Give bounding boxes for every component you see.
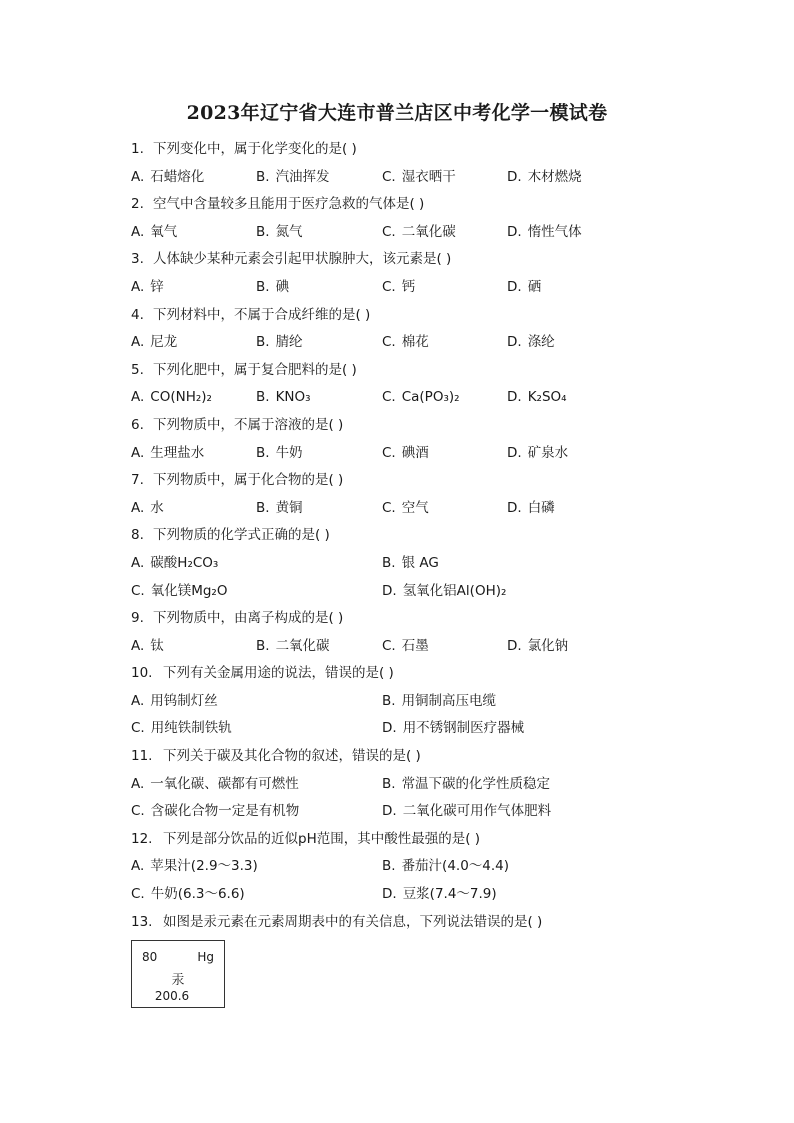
option-label: C. xyxy=(382,168,396,185)
option-text: 空气 xyxy=(401,499,429,516)
option-text: 二氧化碳可用作气体肥料 xyxy=(402,803,552,820)
option-label: C. xyxy=(382,389,396,406)
option-label: B. xyxy=(256,637,270,654)
option-label: C. xyxy=(131,720,145,737)
question-number: 4. xyxy=(131,306,144,323)
answer-option xyxy=(256,440,303,468)
option-text: 尼龙 xyxy=(150,334,178,351)
option-label: B. xyxy=(256,499,270,516)
option-label: C. xyxy=(382,499,396,516)
option-label: B. xyxy=(256,334,270,351)
question-text: 下列变化中，属于化学变化的是( ) xyxy=(153,141,357,157)
options-row xyxy=(131,384,731,412)
answer-option xyxy=(382,633,429,661)
question-stem xyxy=(131,605,731,633)
option-text: 生理盐水 xyxy=(150,444,205,461)
answer-option xyxy=(382,798,551,826)
option-text: 氧化镁Mg₂O xyxy=(150,582,228,599)
question-number: 3. xyxy=(131,251,144,268)
answer-option xyxy=(131,219,177,247)
answer-option xyxy=(507,329,555,357)
option-label: B. xyxy=(256,444,270,461)
question-number: 9. xyxy=(131,610,144,627)
answer-option xyxy=(131,550,218,578)
answer-option xyxy=(507,219,582,247)
option-label: A. xyxy=(131,278,145,295)
option-label: D. xyxy=(507,168,522,185)
option-label: B. xyxy=(256,278,270,295)
question-number: 6. xyxy=(131,416,144,433)
element-name: 汞 xyxy=(171,973,185,988)
option-text: KNO₃ xyxy=(275,389,311,406)
question-text: 下列物质的化学式正确的是( ) xyxy=(153,527,330,544)
option-label: C. xyxy=(131,886,145,903)
option-text: 豆浆(7.4～7.9) xyxy=(402,886,497,903)
option-text: 牛奶(6.3～6.6) xyxy=(150,886,245,903)
option-text: 水 xyxy=(150,499,164,516)
question-number: 8. xyxy=(131,527,144,544)
options-row xyxy=(131,550,731,578)
element-card-mercury xyxy=(131,940,225,1008)
option-text: 碘酒 xyxy=(401,444,429,461)
question-number: 12. xyxy=(131,830,153,847)
option-text: 湿衣晒干 xyxy=(401,168,456,185)
option-text: 腈纶 xyxy=(275,334,303,351)
answer-option xyxy=(131,578,227,606)
answer-option xyxy=(382,550,439,578)
answer-option xyxy=(382,274,415,302)
question-text: 下列物质中，不属于溶液的是( ) xyxy=(153,416,344,433)
answer-option xyxy=(507,384,567,412)
option-text: 涤纶 xyxy=(527,334,555,351)
answer-option xyxy=(256,219,303,247)
question-stem xyxy=(131,191,731,219)
options-row xyxy=(131,771,731,799)
question-text: 空气中含量较多且能用于医疗急救的气体是( ) xyxy=(153,196,425,213)
option-label: B. xyxy=(382,692,396,709)
answer-option xyxy=(131,384,212,412)
option-text: 含碳化合物一定是有机物 xyxy=(150,803,300,820)
question-text: 下列物质中，由离子构成的是( ) xyxy=(153,610,344,627)
option-label: C. xyxy=(382,223,396,240)
answer-option xyxy=(131,329,177,357)
question-number: 5. xyxy=(131,361,144,378)
answer-option xyxy=(507,633,568,661)
option-text: 二氧化碳 xyxy=(401,223,456,240)
option-text: 碳酸H₂CO₃ xyxy=(150,554,219,571)
option-label: D. xyxy=(507,389,522,406)
option-text: 钛 xyxy=(150,637,164,654)
options-row xyxy=(131,219,731,247)
option-text: 番茄汁(4.0～4.4) xyxy=(401,858,510,875)
option-text: 二氧化碳 xyxy=(275,637,330,654)
option-text: 用不锈钢制医疗器械 xyxy=(402,720,525,737)
option-text: 石墨 xyxy=(401,637,429,654)
options-row xyxy=(131,274,731,302)
question-text: 下列化肥中，属于复合肥料的是( ) xyxy=(153,361,357,378)
option-label: D. xyxy=(382,886,397,903)
option-label: A. xyxy=(131,389,145,406)
answer-option xyxy=(256,329,303,357)
option-text: K₂SO₄ xyxy=(527,389,567,406)
answer-option xyxy=(382,219,456,247)
option-label: B. xyxy=(256,168,270,185)
answer-option xyxy=(382,329,429,357)
answer-option xyxy=(382,715,524,743)
question-text: 下列是部分饮品的近似pH范围，其中酸性最强的是( ) xyxy=(163,830,481,847)
options-row xyxy=(131,578,731,606)
option-label: A. xyxy=(131,775,145,792)
option-label: D. xyxy=(382,582,397,599)
answer-option xyxy=(131,164,204,192)
option-text: 用铜制高压电缆 xyxy=(401,692,497,709)
question-stem xyxy=(131,412,731,440)
options-row xyxy=(131,633,731,661)
answer-option xyxy=(382,495,429,523)
option-label: A. xyxy=(131,554,145,571)
question-stem xyxy=(131,522,731,550)
answer-option xyxy=(256,633,330,661)
option-label: C. xyxy=(382,637,396,654)
option-text: 氯化钠 xyxy=(527,637,569,654)
answer-option xyxy=(507,274,541,302)
answer-option xyxy=(382,578,506,606)
option-label: D. xyxy=(507,223,522,240)
option-label: A. xyxy=(131,637,145,654)
options-row xyxy=(131,440,731,468)
option-label: B. xyxy=(256,223,270,240)
question-stem xyxy=(131,302,731,330)
option-label: A. xyxy=(131,444,145,461)
answer-option xyxy=(256,274,289,302)
options-row xyxy=(131,715,731,743)
question-stem xyxy=(131,826,731,854)
option-label: B. xyxy=(382,775,396,792)
answer-option xyxy=(507,495,555,523)
option-label: C. xyxy=(382,278,396,295)
answer-option xyxy=(131,688,218,716)
answer-option xyxy=(131,440,204,468)
option-label: D. xyxy=(507,637,522,654)
option-text: 黄铜 xyxy=(275,499,303,516)
answer-option xyxy=(256,164,330,192)
option-label: D. xyxy=(507,499,522,516)
option-text: 银 AG xyxy=(401,554,439,571)
option-label: D. xyxy=(382,803,397,820)
question-stem xyxy=(131,246,731,274)
option-label: A. xyxy=(131,858,145,875)
answer-option xyxy=(131,881,245,909)
option-text: CO(NH₂)₂ xyxy=(150,389,212,406)
page-title: 2023年辽宁省大连市普兰店区中考化学一模试卷 xyxy=(186,102,608,124)
answer-option xyxy=(382,771,550,799)
option-text: 氮气 xyxy=(275,223,303,240)
option-label: C. xyxy=(131,582,145,599)
option-text: 钙 xyxy=(401,278,416,295)
answer-option xyxy=(131,274,164,302)
question-stem xyxy=(131,909,731,937)
question-text: 如图是汞元素在元素周期表中的有关信息，下列说法错误的是( ) xyxy=(163,913,543,930)
option-label: B. xyxy=(382,554,396,571)
atomic-number: 80 xyxy=(142,950,158,964)
options-row xyxy=(131,495,731,523)
options-row xyxy=(131,688,731,716)
answer-option xyxy=(131,771,299,799)
option-text: 用钨制灯丝 xyxy=(150,692,218,709)
answer-option xyxy=(131,798,299,826)
option-text: 苹果汁(2.9～3.3) xyxy=(150,858,258,875)
option-label: C. xyxy=(131,803,145,820)
answer-option xyxy=(382,440,429,468)
option-text: 锌 xyxy=(150,278,164,295)
option-label: C. xyxy=(382,334,396,351)
option-label: A. xyxy=(131,692,145,709)
answer-option xyxy=(256,495,303,523)
answer-option xyxy=(382,164,456,192)
options-row xyxy=(131,164,731,192)
options-row xyxy=(131,853,731,881)
question-stem xyxy=(131,136,731,164)
question-list xyxy=(131,136,731,936)
option-label: A. xyxy=(131,334,145,351)
question-number: 7. xyxy=(131,472,144,489)
option-text: Ca(PO₃)₂ xyxy=(401,389,460,406)
option-label: B. xyxy=(382,858,396,875)
option-text: 惰性气体 xyxy=(527,223,582,240)
option-text: 牛奶 xyxy=(275,444,303,461)
question-stem xyxy=(131,467,731,495)
answer-option xyxy=(131,633,164,661)
question-number: 10. xyxy=(131,665,153,682)
element-symbol: Hg xyxy=(197,950,214,964)
option-text: 常温下碳的化学性质稳定 xyxy=(401,775,551,792)
options-row xyxy=(131,329,731,357)
option-label: C. xyxy=(382,444,396,461)
question-stem xyxy=(131,660,731,688)
answer-option xyxy=(382,853,509,881)
answer-option xyxy=(382,881,497,909)
options-row xyxy=(131,881,731,909)
question-number: 11. xyxy=(131,748,153,765)
option-label: B. xyxy=(256,389,270,406)
answer-option xyxy=(131,495,164,523)
option-text: 碘 xyxy=(275,278,290,295)
option-text: 石蜡熔化 xyxy=(150,168,205,185)
atomic-mass: 200.6 xyxy=(154,989,190,1003)
question-number: 2. xyxy=(131,196,144,213)
option-text: 木材燃烧 xyxy=(527,168,582,185)
question-text: 下列关于碳及其化合物的叙述，错误的是( ) xyxy=(163,748,421,765)
answer-option xyxy=(507,440,568,468)
question-stem xyxy=(131,743,731,771)
option-label: A. xyxy=(131,223,145,240)
option-text: 用纯铁制铁轨 xyxy=(150,720,232,737)
question-stem xyxy=(131,357,731,385)
question-number: 1. xyxy=(131,141,144,157)
option-text: 一氧化碳、碳都有可燃性 xyxy=(150,775,299,792)
option-label: D. xyxy=(507,278,522,295)
option-label: D. xyxy=(507,334,522,351)
question-text: 下列有关金属用途的说法，错误的是( ) xyxy=(163,665,394,682)
answer-option xyxy=(131,715,232,743)
answer-option xyxy=(382,384,460,412)
option-label: D. xyxy=(507,444,522,461)
option-text: 白磷 xyxy=(527,499,555,516)
option-text: 氢氧化铝Al(OH)₂ xyxy=(402,582,507,599)
answer-option xyxy=(507,164,582,192)
question-text: 下列物质中，属于化合物的是( ) xyxy=(153,472,344,489)
option-text: 氧气 xyxy=(150,223,178,240)
answer-option xyxy=(256,384,311,412)
option-text: 硒 xyxy=(527,278,542,295)
answer-option xyxy=(131,853,258,881)
option-label: A. xyxy=(131,168,145,185)
option-label: D. xyxy=(382,720,397,737)
question-number: 13. xyxy=(131,913,153,930)
option-text: 矿泉水 xyxy=(527,444,569,461)
option-text: 棉花 xyxy=(401,334,429,351)
option-text: 汽油挥发 xyxy=(275,168,330,185)
question-text: 下列材料中，不属于合成纤维的是( ) xyxy=(153,306,371,323)
answer-option xyxy=(382,688,496,716)
options-row xyxy=(131,798,731,826)
question-text: 人体缺少某种元素会引起甲状腺肿大，该元素是( ) xyxy=(153,251,452,268)
option-label: A. xyxy=(131,499,145,516)
